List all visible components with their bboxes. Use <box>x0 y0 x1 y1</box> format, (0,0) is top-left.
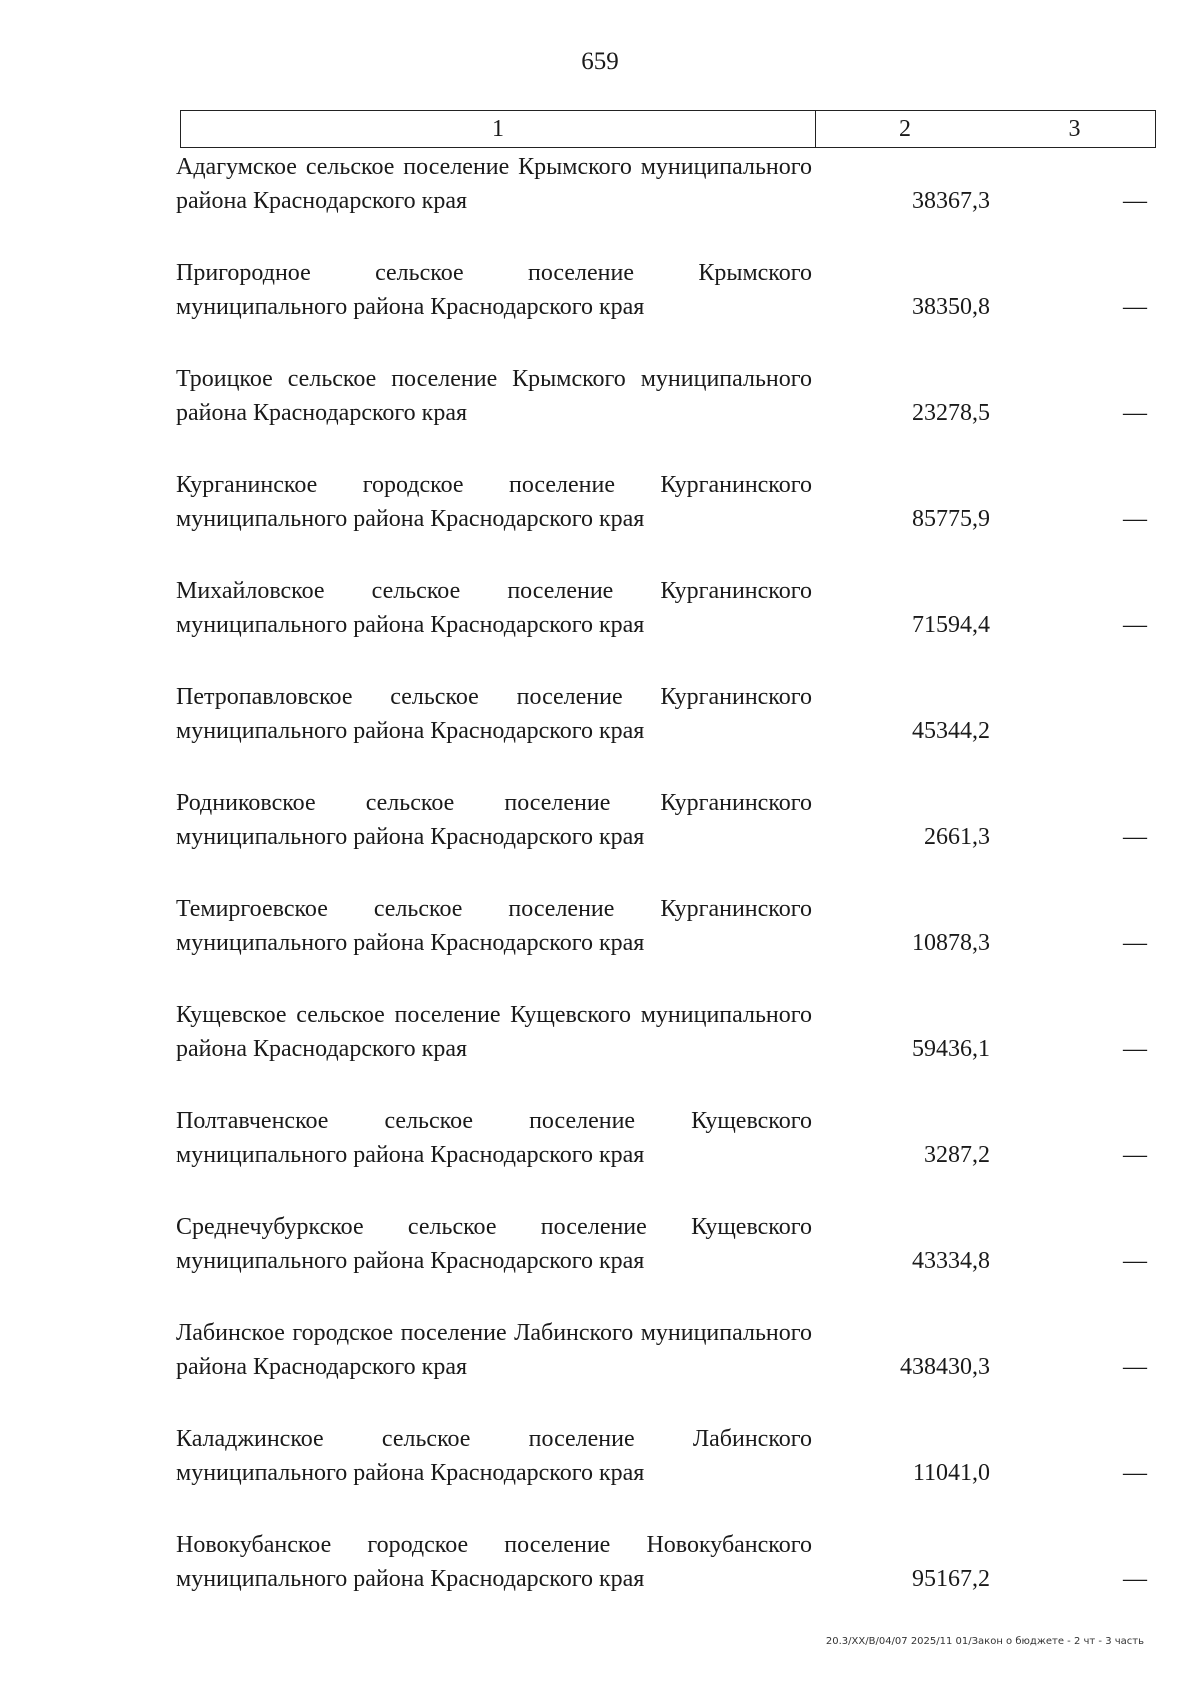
settlement-name: Михайловское сельское поселение Курганинского муниципального района Краснодарского края <box>176 578 812 638</box>
settlement-name: Петропавловское сельское поселение Курганинского муниципального района Краснодарского края <box>176 684 812 744</box>
column-3-value: — <box>1123 930 1147 956</box>
column-header-row <box>180 110 1156 148</box>
amount-value: 59436,1 <box>912 1036 990 1062</box>
amount-value: 2661,3 <box>924 824 990 850</box>
table-row <box>0 1422 1200 1528</box>
table-row <box>0 468 1200 574</box>
column-header-2: 2 <box>899 116 911 142</box>
amount-value: 11041,0 <box>912 1460 990 1486</box>
column-3-value: — <box>1123 1566 1147 1592</box>
table-row <box>0 1104 1200 1210</box>
amount-value: 45344,2 <box>912 718 990 744</box>
settlement-name: Курганинское городское поселение Курганинского муниципального района Краснодарского края <box>176 472 812 532</box>
amount-value: 95167,2 <box>912 1566 990 1592</box>
amount-value: 71594,4 <box>912 612 990 638</box>
column-3-value: — <box>1123 1460 1147 1486</box>
amount-value: 38367,3 <box>912 188 990 214</box>
column-3-value: — <box>1123 1248 1147 1274</box>
footer-file-reference: 20.3/ХХ/В/04/07 2025/11 01/Закон о бюджете - 2 чт - 3 часть <box>825 1636 1144 1647</box>
settlement-name: Кущевское сельское поселение Кущевского муниципального района Краснодарского края <box>176 1002 812 1062</box>
table-row <box>0 150 1200 256</box>
settlement-name: Троицкое сельское поселение Крымского муниципального района Краснодарского края <box>176 366 812 426</box>
table-row <box>0 680 1200 786</box>
column-3-value: — <box>1123 506 1147 532</box>
amount-value: 43334,8 <box>912 1248 990 1274</box>
column-3-value: — <box>1123 400 1147 426</box>
column-header-3: 3 <box>1068 116 1081 142</box>
amount-value: 85775,9 <box>912 506 990 532</box>
table-row <box>0 574 1200 680</box>
amount-value: 3287,2 <box>924 1142 990 1168</box>
amount-value: 23278,5 <box>912 400 990 426</box>
settlement-name: Лабинское городское поселение Лабинского муниципального района Краснодарского края <box>176 1320 812 1380</box>
table-row <box>0 362 1200 468</box>
settlement-name: Пригородное сельское поселение Крымского муниципального района Краснодарского края <box>176 260 812 320</box>
settlement-name: Темиргоевское сельское поселение Курганинского муниципального района Краснодарского края <box>176 896 812 956</box>
settlement-name: Новокубанское городское поселение Новокубанского муниципального района Краснодарского края <box>176 1532 812 1592</box>
settlement-name: Полтавченское сельское поселение Кущевского муниципального района Краснодарского края <box>176 1108 812 1168</box>
settlement-table <box>0 150 1200 1634</box>
settlement-name: Среднечубуркское сельское поселение Кущевского муниципального района Краснодарского края <box>176 1214 812 1274</box>
column-3-value: — <box>1123 294 1147 320</box>
settlement-name: Каладжинское сельское поселение Лабинского муниципального района Краснодарского края <box>176 1426 812 1486</box>
column-3-value: — <box>1123 1354 1147 1380</box>
amount-value: 38350,8 <box>912 294 990 320</box>
amount-value: 10878,3 <box>912 930 990 956</box>
settlement-name: Родниковское сельское поселение Курганинского муниципального района Краснодарского края <box>176 790 812 850</box>
settlement-name: Адагумское сельское поселение Крымского муниципального района Краснодарского края <box>176 154 812 214</box>
table-row <box>0 892 1200 998</box>
column-3-value: — <box>1123 612 1147 638</box>
column-3-value: — <box>1123 1036 1147 1062</box>
table-row <box>0 1316 1200 1422</box>
table-row <box>0 786 1200 892</box>
amount-value: 438430,3 <box>900 1354 990 1380</box>
column-3-value: — <box>1123 188 1147 214</box>
column-3-value: — <box>1123 1142 1147 1168</box>
column-3-value: — <box>1123 824 1147 850</box>
page-number: 659 <box>581 48 619 75</box>
table-row <box>0 256 1200 362</box>
table-row <box>0 998 1200 1104</box>
table-row <box>0 1210 1200 1316</box>
column-header-1: 1 <box>181 111 816 147</box>
table-row <box>0 1528 1200 1634</box>
